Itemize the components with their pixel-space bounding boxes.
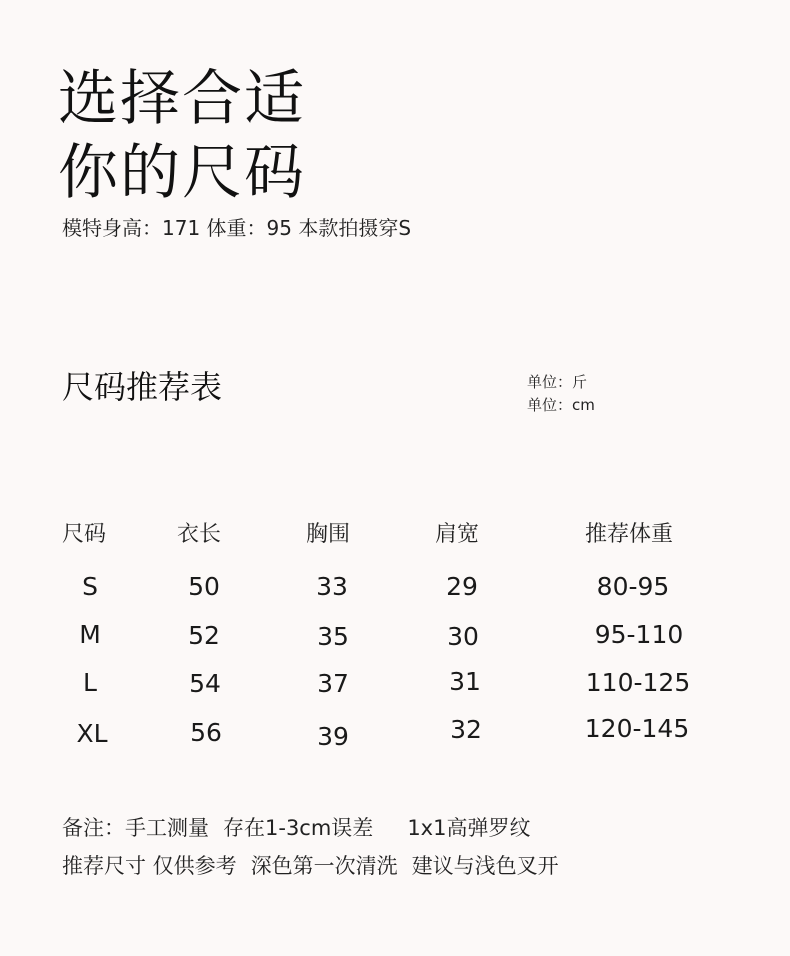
cell-length: 56 [190,718,222,747]
note-separate: 建议与浅色叉开 [411,854,559,878]
unit-length-label: 单位：cm [527,396,595,414]
cell-shoulder: 30 [447,622,479,651]
cell-chest: 37 [317,669,349,698]
cell-weight: 95-110 [594,620,684,649]
cell-shoulder: 32 [450,715,482,744]
note-line-1 [62,812,530,842]
cell-shoulder: 29 [446,572,478,601]
cell-weight: 120-145 [584,714,690,743]
model-info: 模特身高：171 体重：95 本款拍摄穿S [62,216,412,240]
note-line-2 [62,850,559,880]
cell-shoulder: 31 [449,667,481,696]
cell-size: S [82,572,98,601]
header-shoulder: 肩宽 [435,522,480,547]
cell-chest: 39 [317,722,349,751]
cell-length: 50 [188,572,220,601]
cell-chest: 35 [317,622,349,651]
header-chest: 胸围 [306,522,351,547]
size-table-title: 尺码推荐表 [62,368,223,406]
cell-length: 54 [189,669,221,698]
header-size: 尺码 [62,522,107,547]
header-length: 衣长 [177,522,222,547]
cell-weight: 80-95 [596,572,670,601]
note-measure: 备注：手工测量 [62,816,209,840]
note-wash: 深色第一次清洗 [250,854,398,878]
page-title-line-2: 你的尺码 [58,138,306,208]
page-title-line-1: 选择合适 [58,64,306,134]
header-weight: 推荐体重 [585,522,674,547]
note-error-range: 存在1-3cm误差 [223,816,374,840]
cell-size: XL [76,719,108,748]
note-fabric: 1x1高弹罗纹 [407,816,531,840]
unit-weight-label: 单位：斤 [527,373,588,391]
cell-size: L [83,668,97,697]
cell-size: M [79,620,101,649]
cell-weight: 110-125 [585,668,691,697]
cell-length: 52 [188,621,220,650]
cell-chest: 33 [316,572,348,601]
note-reference: 推荐尺寸 仅供参考 [62,854,237,878]
